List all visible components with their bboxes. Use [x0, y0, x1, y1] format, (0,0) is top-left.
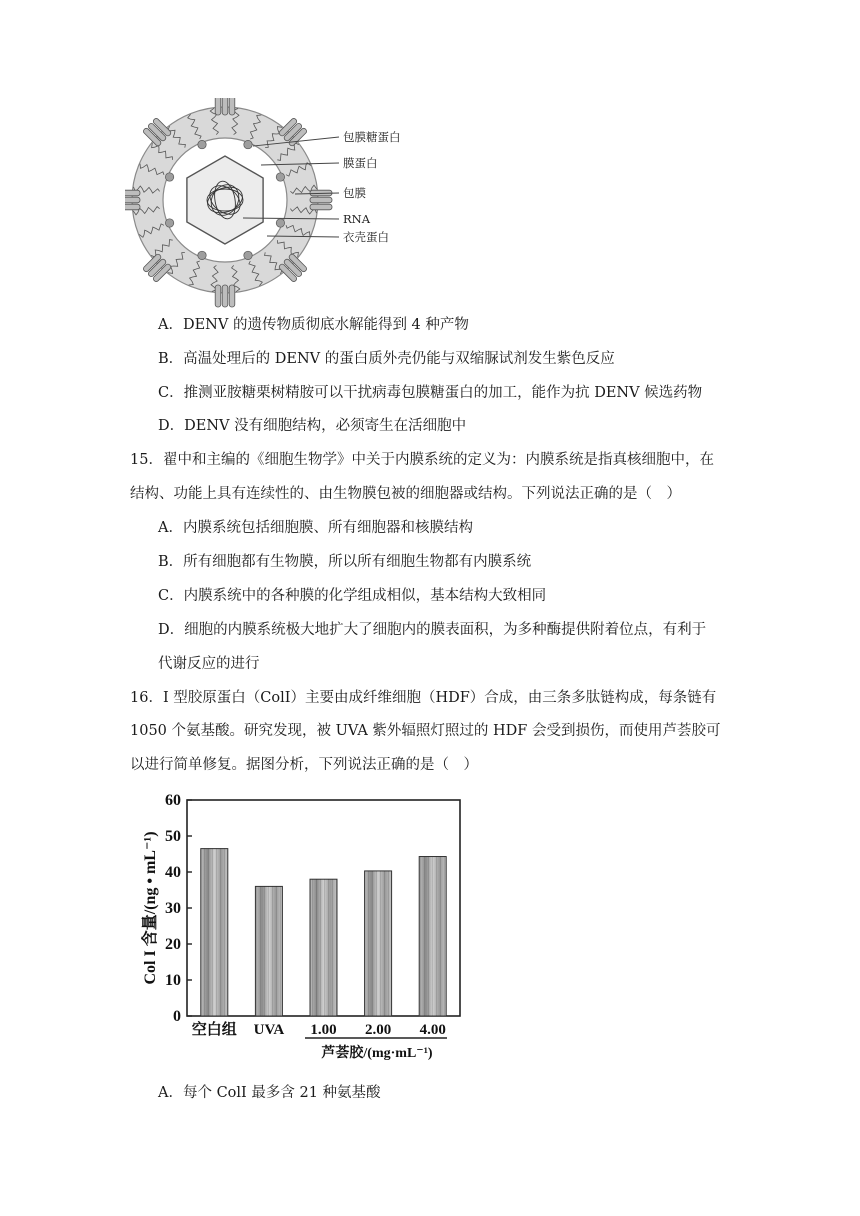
y-tick-label: 30	[165, 900, 181, 917]
glycoprotein-spike	[215, 98, 235, 115]
x-category-label: UVA	[253, 1022, 285, 1038]
bar-texture	[419, 857, 446, 1016]
q16-option-a: A．每个 ColI 最多含 21 种氨基酸	[158, 1085, 381, 1101]
x-category-label: 2.00	[364, 1022, 392, 1038]
glycoprotein-spike	[125, 190, 140, 210]
q16-stem-line-1: 16．I 型胶原蛋白（ColI）主要由成纤维细胞（HDF）合成，由三条多肽链构成，每条链有	[130, 690, 717, 706]
y-tick-label: 20	[165, 936, 181, 953]
bar-texture	[255, 886, 282, 1016]
y-tick-label: 50	[165, 828, 181, 845]
x-category-label: 1.00	[310, 1022, 337, 1038]
dengue-virus-structure-diagram	[125, 98, 415, 308]
membrane-protein	[165, 219, 173, 227]
q14-option-d: D．DENV 没有细胞结构，必须寄生在活细胞中	[158, 418, 467, 434]
diagram-label-rna: RNA	[343, 212, 371, 226]
q14-option-c: C．推测亚胺糖栗树精胺可以干扰病毒包膜糖蛋白的加工，能作为抗 DENV 候选药物	[158, 385, 703, 401]
membrane-protein	[276, 173, 284, 181]
coli-content-bar-chart	[135, 788, 475, 1070]
membrane-protein	[244, 140, 252, 148]
q15-option-d-continued: 代谢反应的进行	[158, 656, 260, 672]
y-tick-label: 60	[165, 792, 181, 809]
q15-option-b: B．所有细胞都有生物膜，所以所有细胞生物都有内膜系统	[158, 554, 532, 570]
x-category-label: 4.00	[419, 1022, 446, 1038]
q14-option-a: A．DENV 的遗传物质彻底水解能得到 4 种产物	[158, 317, 469, 333]
diagram-label-capsid-protein: 衣壳蛋白	[343, 230, 389, 244]
q15-option-c: C．内膜系统中的各种膜的化学组成相似，基本结构大致相同	[158, 588, 547, 604]
y-tick-label: 0	[173, 1008, 181, 1025]
membrane-protein	[244, 251, 252, 259]
bar-texture	[365, 871, 392, 1016]
x-category-label: 空白组	[191, 1022, 237, 1038]
q14-option-b: B．高温处理后的 DENV 的蛋白质外壳仍能与双缩脲试剂发生紫色反应	[158, 351, 615, 367]
q15-stem-line-1: 15．翟中和主编的《细胞生物学》中关于内膜系统的定义为：内膜系统是指真核细胞中，在	[130, 452, 714, 468]
glycoprotein-spike	[215, 285, 235, 307]
membrane-protein	[198, 140, 206, 148]
q15-option-d: D．细胞的内膜系统极大地扩大了细胞内的膜表面积，为多种酶提供附着位点，有利于	[158, 622, 707, 638]
q16-stem-line-3: 以进行简单修复。据图分析，下列说法正确的是（ ）	[130, 757, 478, 773]
y-tick-label: 10	[165, 972, 181, 989]
q15-option-a: A．内膜系统包括细胞膜、所有细胞器和核膜结构	[158, 520, 473, 536]
diagram-label-envelope-glycoprotein: 包膜糖蛋白	[343, 130, 401, 144]
membrane-protein	[198, 251, 206, 259]
membrane-protein	[165, 173, 173, 181]
bar-texture	[310, 879, 337, 1016]
x-axis-label: 芦荟胶/(mg·mL⁻¹)	[321, 1046, 433, 1061]
membrane-protein	[276, 219, 284, 227]
diagram-label-envelope: 包膜	[343, 186, 366, 200]
diagram-label-membrane-protein: 膜蛋白	[343, 156, 378, 170]
q15-stem-line-2: 结构、功能上具有连续性的、由生物膜包被的细胞器或结构。下列说法正确的是（ ）	[130, 486, 681, 502]
bar-texture	[201, 849, 228, 1016]
q16-stem-line-2: 1050 个氨基酸。研究发现，被 UVA 紫外辐照灯照过的 HDF 会受到损伤，而使用芦荟胶可	[130, 723, 721, 739]
y-axis-label: Col I 含量/(ng • mL⁻¹)	[142, 831, 159, 985]
y-tick-label: 40	[165, 864, 181, 881]
